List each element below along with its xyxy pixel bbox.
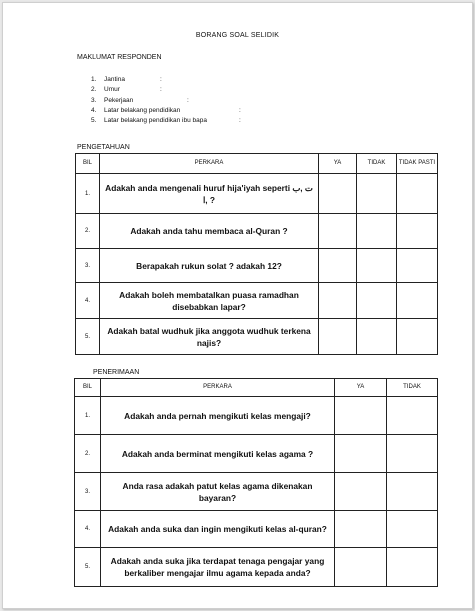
penerimaan-table — [74, 378, 438, 587]
table-row — [75, 511, 438, 548]
row-number: 3. — [75, 473, 101, 511]
answer-cell-tidak[interactable] — [357, 319, 397, 355]
col-header-ya: YA — [319, 154, 357, 174]
answer-cell-ya[interactable] — [319, 319, 357, 355]
info-item-label: Umur — [104, 86, 120, 94]
row-number: 3. — [76, 249, 100, 283]
table-header-row — [75, 379, 438, 397]
pengetahuan-table — [75, 153, 438, 355]
row-number: 1. — [75, 397, 101, 435]
form-title: BORANG SOAL SELIDIK — [195, 32, 280, 39]
answer-cell-tidak-pasti[interactable] — [397, 283, 438, 319]
info-item-colon: : — [239, 106, 241, 114]
col-header-tidak: TIDAK — [357, 154, 397, 174]
col-header-bil: BIL — [76, 154, 100, 174]
table-row — [75, 435, 438, 473]
question-text: Adakah anda mengenali huruf hija'iyah seperti ت ,ب ,ا ? — [100, 174, 319, 214]
table-row — [75, 397, 438, 435]
col-header-ya: YA — [335, 379, 387, 397]
table-row — [76, 283, 438, 319]
penerimaan-heading: PENERIMAAN — [93, 369, 140, 376]
info-item-jantina — [91, 75, 207, 85]
info-item-latar-ibu-bapa — [91, 116, 241, 126]
row-number: 2. — [75, 435, 101, 473]
info-item-colon: : — [239, 117, 241, 125]
row-number: 2. — [76, 214, 100, 249]
answer-cell-tidak[interactable] — [387, 397, 438, 435]
answer-cell-ya[interactable] — [319, 249, 357, 283]
table-row — [76, 319, 438, 355]
row-number: 4. — [76, 283, 100, 319]
row-number: 5. — [75, 548, 101, 587]
info-item-label: Latar belakang pendidikan ibu bapa — [104, 117, 208, 125]
answer-cell-ya[interactable] — [335, 397, 387, 435]
question-text: Anda rasa adakah patut kelas agama dikenakan bayaran? — [101, 473, 335, 511]
answer-cell-tidak[interactable] — [387, 548, 438, 587]
col-header-bil: BIL — [75, 379, 101, 397]
answer-cell-tidak-pasti[interactable] — [397, 214, 438, 249]
answer-cell-ya[interactable] — [319, 214, 357, 249]
answer-cell-tidak[interactable] — [357, 283, 397, 319]
question-text: Adakah anda suka dan ingin mengikuti kelas al-quran? — [101, 511, 335, 548]
info-item-number: 5. — [91, 117, 97, 125]
row-number: 4. — [75, 511, 101, 548]
answer-cell-ya[interactable] — [335, 473, 387, 511]
info-item-number: 4. — [91, 106, 97, 114]
question-text: Berapakah rukun solat ? adakah 12? — [100, 249, 319, 283]
table-row — [76, 214, 438, 249]
col-header-perkara: PERKARA — [100, 154, 319, 174]
info-item-colon: : — [160, 76, 162, 83]
respondent-info-list — [91, 75, 241, 126]
table-header-row — [76, 154, 438, 174]
pengetahuan-heading: PENGETAHUAN — [77, 144, 130, 151]
document-page — [2, 2, 473, 609]
row-number: 1. — [76, 174, 100, 214]
info-item-colon: : — [187, 96, 189, 104]
answer-cell-tidak[interactable] — [357, 214, 397, 249]
info-item-label: Latar belakang pendidikan — [104, 106, 181, 114]
table-row — [75, 548, 438, 587]
info-item-label: Pekerjaan — [104, 96, 134, 104]
answer-cell-tidak[interactable] — [387, 435, 438, 473]
info-item-number: 1. — [91, 76, 97, 83]
answer-cell-tidak[interactable] — [357, 174, 397, 214]
info-item-number: 2. — [91, 86, 97, 94]
answer-cell-tidak[interactable] — [387, 473, 438, 511]
table-row — [76, 249, 438, 283]
info-item-pekerjaan — [91, 96, 207, 106]
maklumat-heading: MAKLUMAT RESPONDEN — [77, 54, 162, 61]
question-text: Adakah boleh membatalkan puasa ramadhan disebabkan lapar? — [100, 283, 319, 319]
question-text: Adakah anda pernah mengikuti kelas mengaji? — [101, 397, 335, 435]
answer-cell-tidak-pasti[interactable] — [397, 249, 438, 283]
answer-cell-ya[interactable] — [319, 174, 357, 214]
answer-cell-ya[interactable] — [335, 511, 387, 548]
col-header-tidak: TIDAK — [387, 379, 438, 397]
question-text: Adakah anda berminat mengikuti kelas agama ? — [101, 435, 335, 473]
info-item-colon: : — [160, 86, 162, 94]
question-text: Adakah batal wudhuk jika anggota wudhuk terkena najis? — [100, 319, 319, 355]
answer-cell-ya[interactable] — [335, 435, 387, 473]
answer-cell-ya[interactable] — [335, 548, 387, 587]
answer-cell-ya[interactable] — [319, 283, 357, 319]
answer-cell-tidak[interactable] — [357, 249, 397, 283]
info-item-label: Jantina — [104, 76, 125, 83]
info-item-number: 3. — [91, 96, 97, 104]
answer-cell-tidak-pasti[interactable] — [397, 319, 438, 355]
question-text: Adakah anda tahu membaca al-Quran ? — [100, 214, 319, 249]
answer-cell-tidak[interactable] — [387, 511, 438, 548]
answer-cell-tidak-pasti[interactable] — [397, 174, 438, 214]
table-row — [75, 473, 438, 511]
col-header-tidak-pasti: TIDAK PASTI — [397, 154, 438, 174]
info-item-umur — [91, 85, 207, 95]
table-row — [76, 174, 438, 214]
info-item-latar-pendidikan — [91, 106, 241, 116]
question-text: Adakah anda suka jika terdapat tenaga pengajar yang berkaliber mengajar ilmu agama kepada anda? — [101, 548, 335, 587]
col-header-perkara: PERKARA — [101, 379, 335, 397]
row-number: 5. — [76, 319, 100, 355]
